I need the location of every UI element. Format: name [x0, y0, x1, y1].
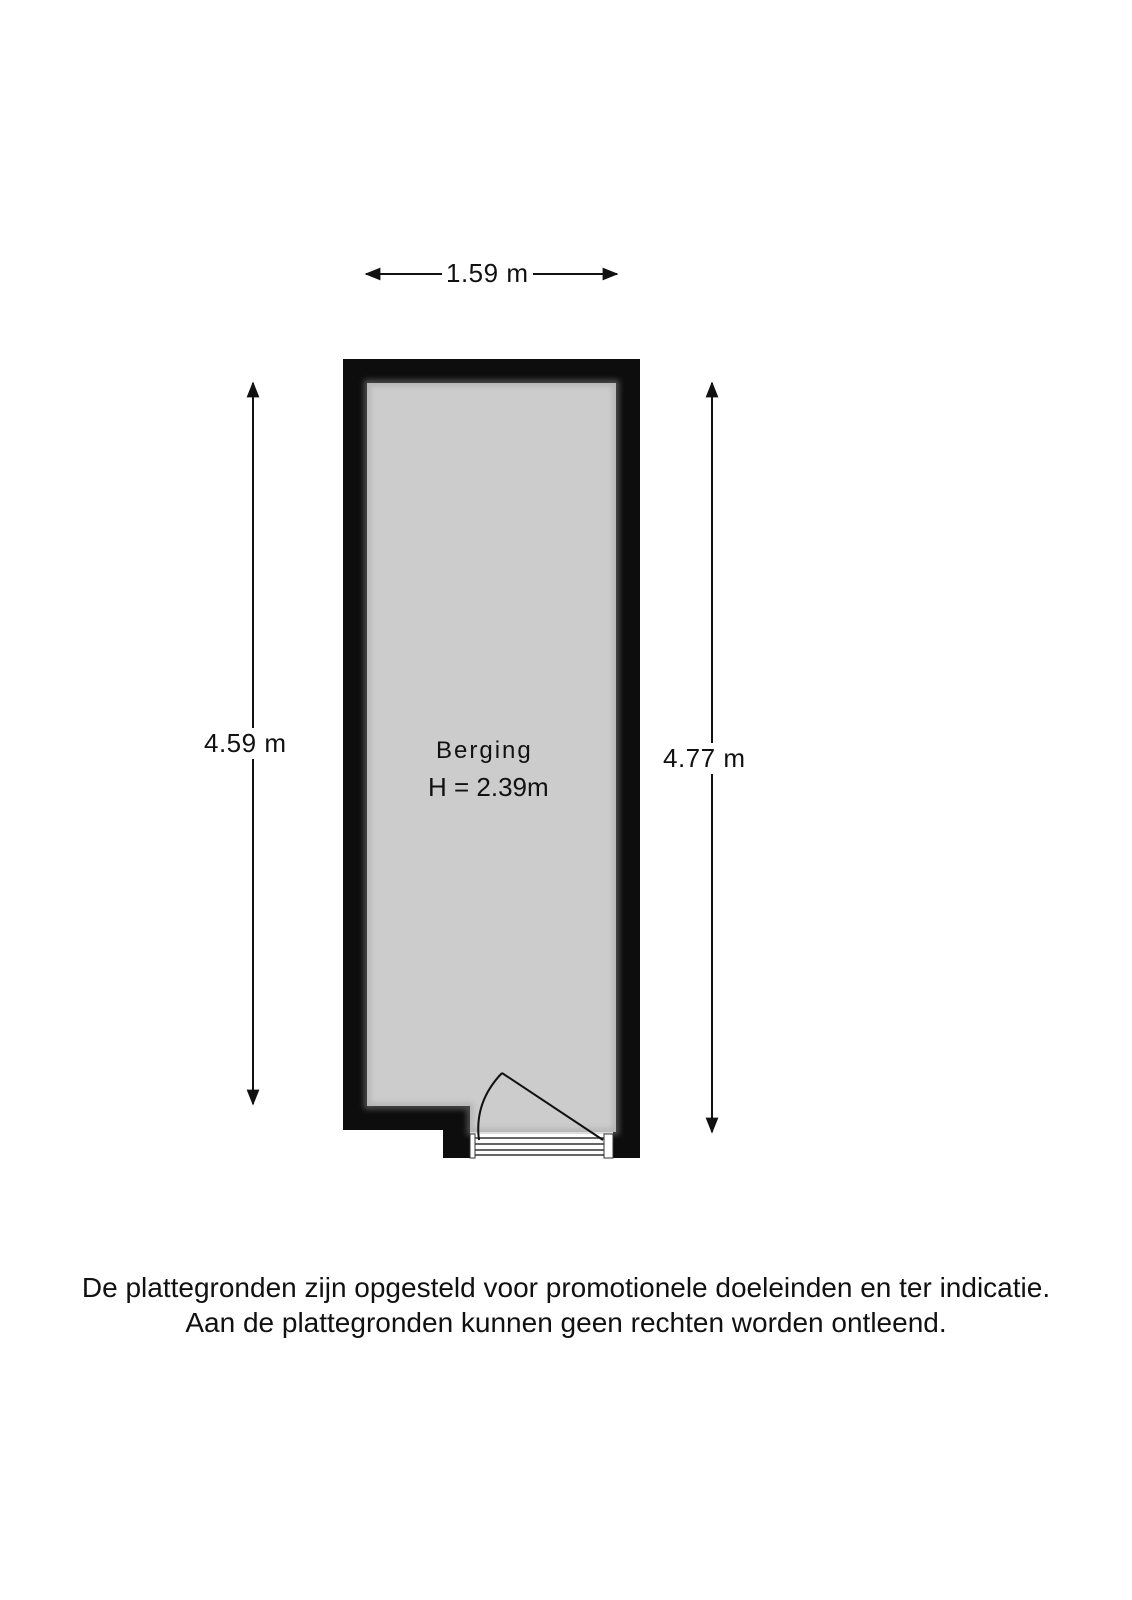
room-height: H = 2.39m — [428, 772, 549, 802]
room-name: Berging — [436, 737, 533, 764]
door-jamb-left — [470, 1134, 475, 1158]
door-jamb-right — [604, 1134, 613, 1158]
dimension-label-top: 1.59 m — [442, 258, 533, 289]
dimension-label-right: 4.77 m — [659, 743, 750, 774]
disclaimer-line-1: De plattegronden zijn opgesteld voor promotionele doeleinden en ter indicatie. — [81, 1272, 1051, 1303]
disclaimer-line-2: Aan de plattegronden kunnen geen rechten worden ontleend. — [185, 1307, 947, 1338]
dimension-label-left: 4.59 m — [200, 728, 291, 759]
